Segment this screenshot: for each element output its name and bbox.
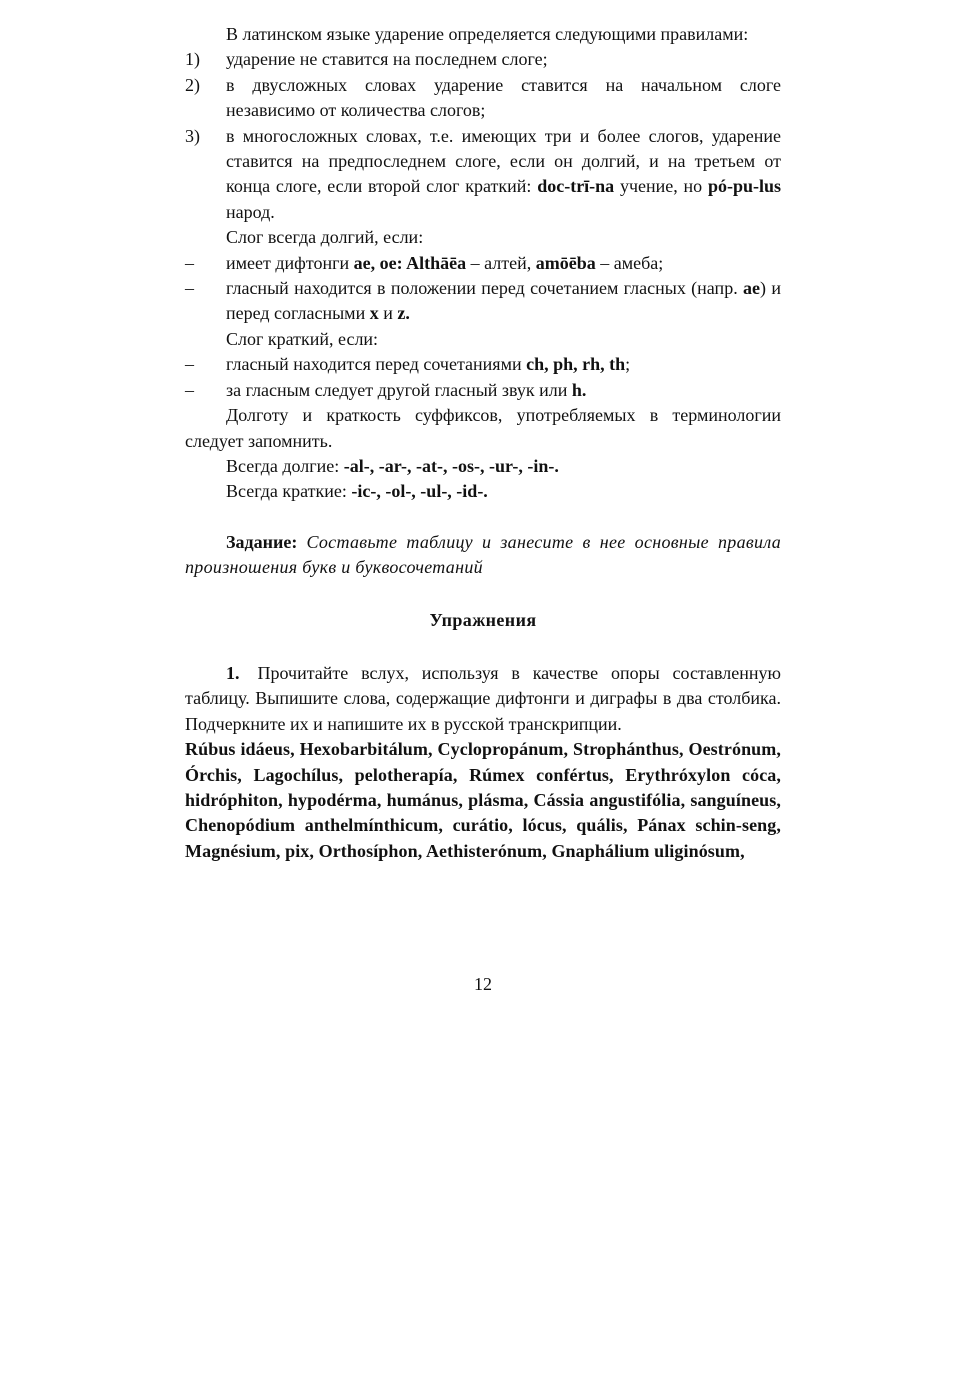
short-suffixes-line — [185, 479, 781, 504]
latin-example: z. — [397, 303, 410, 324]
rule-item — [185, 73, 781, 124]
long-syllable-text — [226, 251, 781, 276]
task-text: Составьте таблицу и занесите в нее основные правила произношения букв и буквосочетаний — [185, 531, 781, 578]
short-syllable-item — [185, 378, 781, 403]
text-part: – амеба; — [595, 252, 664, 273]
latin-example: x — [369, 303, 379, 324]
short-suffixes-label: Всегда краткие: — [226, 481, 352, 502]
rule-text-part: народ. — [226, 201, 275, 222]
rule-item — [185, 124, 781, 226]
text-part: и — [378, 303, 398, 324]
latin-example: pó-pu-lus — [707, 176, 781, 197]
long-suffixes-list: -al-, -ar-, -at-, -os-, -ur-, -in-. — [343, 455, 559, 476]
exercises-heading: Упражнения — [429, 609, 537, 630]
latin-example: amōēba — [535, 252, 596, 273]
short-syllable-text — [226, 352, 781, 377]
intro-paragraph: В латинском языке ударение определяется следующими правилами: — [226, 24, 749, 44]
latin-example: ch, ph, rh, th — [526, 354, 626, 375]
short-syllable-heading: Слог краткий, если: — [226, 328, 379, 349]
short-suffixes-list: -ic-, -ol-, -ul-, -id-. — [351, 481, 488, 502]
short-syllable-text — [226, 378, 781, 403]
task-label: Задание: — [226, 531, 298, 552]
text-part: ; — [625, 354, 631, 375]
text-part: – алтей, — [466, 252, 536, 273]
rule-text: ударение не ставится на последнем слоге; — [226, 49, 548, 70]
latin-word-list: Rúbus idáeus, Hexobarbitálum, Cyclopropánum, Strophánthus, Oestrónum, Órchis, Lagochílus, pelotherapía, Rúmex confértus, Erythróxylon cóca, hidróphiton, hypodérma, humánus, plásma, Cássia angustifólia, sanguíneus, Chenopódium anthelmínthicum, curátio, lócus, quális, Pánax schin-seng, Magnésium, pix, Orthosíphon, Aethisterónum, Gnaphálium uliginósum, — [185, 739, 781, 861]
long-syllable-heading: Слог всегда долгий, если: — [226, 227, 424, 248]
page-number: 12 — [474, 974, 492, 994]
latin-example: h. — [571, 379, 587, 400]
rule-number: 2) — [185, 74, 200, 95]
text-part: за гласным следует другой гласный звук или — [226, 379, 572, 400]
rule-number: 3) — [185, 125, 200, 146]
exercise-text: Прочитайте вслух, используя в качестве опоры составленную таблицу. Выпишите слова, содержащие дифтонги и диграфы в два столбика. Подчеркните их и напишите их в русской транскрипции. — [185, 662, 781, 734]
long-syllable-item — [185, 251, 781, 276]
dash-marker: – — [185, 278, 194, 299]
exercise-number: 1. — [226, 662, 240, 683]
rule-item — [185, 47, 781, 72]
rule-text: в двусложных словах ударение ставится на начальном слоге независимо от количества слогов; — [226, 74, 781, 121]
text-part: гласный находится в положении перед сочетанием гласных (напр. — [226, 278, 744, 299]
exercise-1-instructions — [185, 661, 781, 737]
rule-text-part: в многосложных словах, т.е. имеющих три и более слогов, ударение ставится на предпоследнем слоге, если он долгий, и на третьем от конца слоге, если второй слог краткий: — [226, 125, 781, 197]
task-paragraph — [185, 530, 781, 581]
short-syllable-item — [185, 352, 781, 377]
rule-text-part: учение, но — [614, 176, 708, 197]
text-part: гласный находится перед сочетаниями — [226, 354, 527, 375]
latin-example: doc-trī-na — [537, 176, 615, 197]
long-suffixes-label: Всегда долгие: — [226, 455, 344, 476]
text-part: имеет дифтонги — [226, 252, 354, 273]
long-syllable-text — [226, 276, 781, 327]
rule-text — [226, 124, 781, 226]
latin-example: ae, oe: Althāēa — [353, 252, 467, 273]
long-syllable-item — [185, 276, 781, 327]
rule-number: 1) — [185, 49, 200, 70]
text-part: ) и перед согласными — [226, 278, 781, 324]
dash-marker: – — [185, 252, 194, 273]
latin-example: ae — [743, 278, 761, 299]
long-suffixes-line — [185, 454, 781, 479]
page-content — [185, 22, 781, 864]
dash-marker: – — [185, 379, 194, 400]
suffix-note: Долготу и краткость суффиксов, употребляемых в терминологии следует запомнить. — [185, 405, 781, 451]
dash-marker: – — [185, 354, 194, 375]
